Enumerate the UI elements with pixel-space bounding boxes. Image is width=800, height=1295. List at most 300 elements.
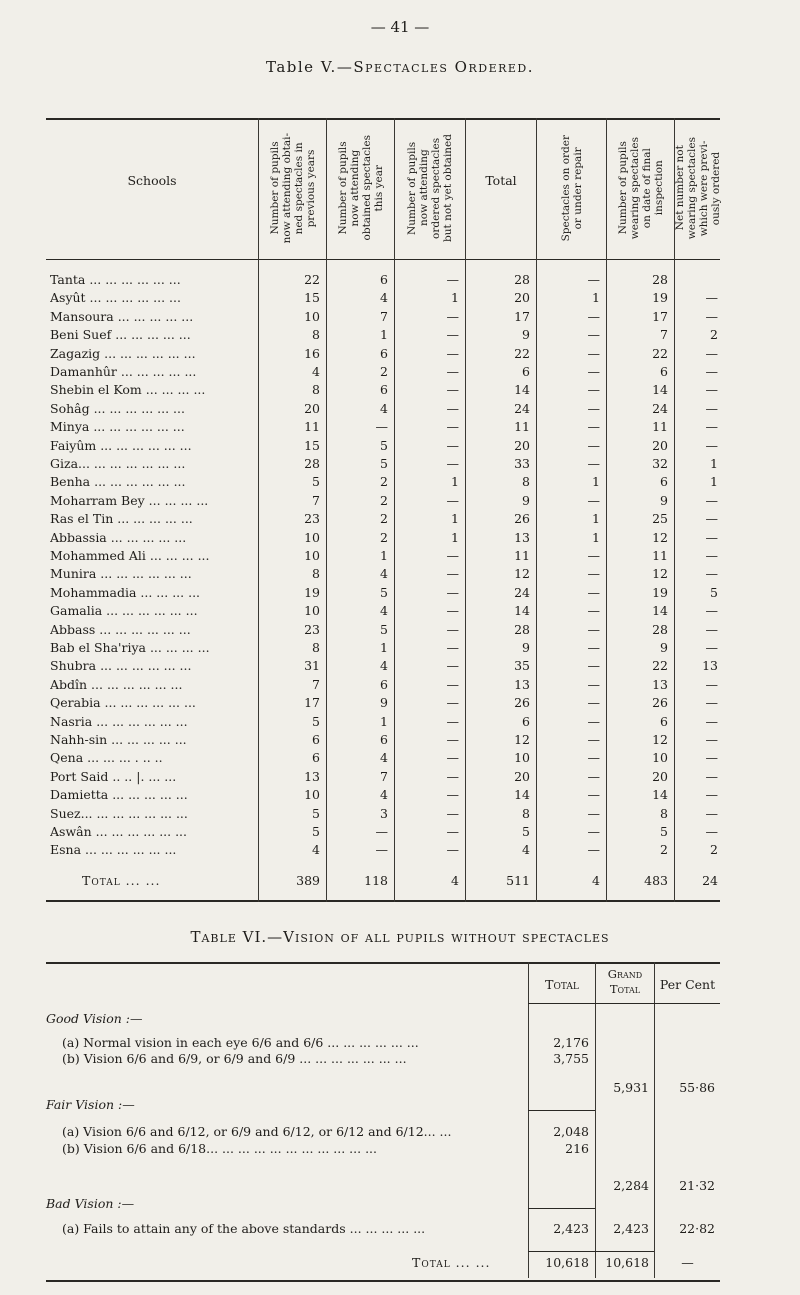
cell-on-order: —	[587, 382, 600, 398]
table-row	[46, 436, 720, 456]
cell-not-obtained: 1	[451, 474, 459, 490]
school-name: Minya ... ... ... ... ... ...	[50, 419, 185, 435]
header-not-obtained	[395, 120, 465, 256]
cell-this-year: 4	[380, 787, 388, 803]
table-row	[46, 638, 720, 658]
cell-on-order: —	[587, 603, 600, 619]
cell-prev-years: 5	[312, 824, 320, 839]
cell-on-order: —	[587, 695, 600, 711]
header-total: Total	[485, 173, 517, 188]
header-prev-years-text: Number of pupils now attending obtai- ned spectacles in previous years	[268, 132, 317, 244]
header-on-order	[537, 120, 606, 256]
cell-wearing: 13	[652, 676, 668, 692]
cell-this-year: 4	[380, 658, 388, 674]
cell-prev-years: 19	[304, 584, 320, 600]
cell-this-year: 6	[380, 676, 388, 692]
cell-prev-years: 31	[304, 658, 320, 674]
cell-this-year: 6	[380, 272, 388, 287]
table6-top-rule	[46, 962, 720, 964]
cell-wearing: 25	[652, 511, 668, 527]
school-name: Abbassia ... ... ... ... ...	[50, 529, 187, 545]
cell-not-wearing: —	[705, 621, 718, 637]
cell-not-wearing: 1	[710, 456, 718, 471]
cell-total: 13	[514, 529, 530, 545]
cell-this-year: 2	[380, 511, 388, 527]
cell-not-wearing: —	[705, 603, 718, 619]
table6-title-text: Table VI.—Vision of all pupils without spectacles	[190, 928, 610, 946]
table-row	[46, 804, 720, 824]
table-row	[46, 583, 720, 603]
cell-wearing: 22	[652, 345, 668, 361]
cell-prev-years: 4	[312, 364, 320, 379]
table6-subtotal-rule	[528, 1251, 654, 1252]
cell-wearing: 19	[652, 290, 668, 306]
cell-this-year: —	[375, 842, 388, 858]
cell-prev-years: 10	[304, 548, 320, 563]
cell-on-order: —	[587, 824, 600, 839]
cell-wearing: 20	[652, 768, 668, 784]
cell-prev-years: 7	[312, 492, 320, 508]
cell-wearing: 17	[652, 308, 668, 324]
cell-not-obtained: —	[446, 658, 459, 674]
cell-not-obtained: 1	[451, 511, 459, 527]
table-row	[46, 307, 720, 327]
cell-total: 20	[514, 768, 530, 784]
cell-on-order: —	[587, 658, 600, 674]
school-name: Damietta ... ... ... ... ...	[50, 787, 188, 803]
cell-total: 12	[514, 732, 530, 747]
cell-prev-years: 8	[312, 327, 320, 343]
table-row	[46, 785, 720, 805]
cell-wearing: 8	[660, 805, 668, 821]
cell-not-wearing: —	[705, 732, 718, 747]
header-on-order-text: Spectacles on order or under repair	[559, 134, 584, 242]
cell-this-year: 1	[380, 548, 388, 563]
cell-wearing: 14	[652, 787, 668, 803]
cell-not-wearing: —	[705, 345, 718, 361]
cell-on-order: —	[587, 676, 600, 692]
school-name: Mohammed Ali ... ... ... ...	[50, 548, 210, 563]
cell-prev-years: 6	[312, 750, 320, 766]
cell-on-order: —	[587, 750, 600, 766]
cell-not-obtained: —	[446, 364, 459, 379]
cell-total: 8	[522, 474, 530, 490]
cell-not-wearing: —	[705, 566, 718, 582]
t6-header-total: Total	[545, 977, 579, 992]
table5-bottom-rule	[46, 900, 720, 902]
cell-on-order: —	[587, 492, 600, 508]
cell-not-wearing: —	[705, 768, 718, 784]
cell-wearing: 28	[652, 621, 668, 637]
cell-prev-years: 5	[312, 474, 320, 490]
cell-this-year: 1	[380, 713, 388, 729]
cell-total: 22	[514, 345, 530, 361]
cell-prev-years: 7	[312, 676, 320, 692]
cell-wearing: 2	[660, 842, 668, 858]
cell-this-year: 5	[380, 621, 388, 637]
cell-this-year: —	[375, 824, 388, 839]
t6-header-percent: Per Cent	[659, 977, 716, 992]
bad-a-label: (a) Fails to attain any of the above standards ... ... ... ... ...	[62, 1221, 426, 1236]
t6-total-total: 10,618	[545, 1255, 589, 1270]
cell-wearing: 22	[652, 658, 668, 674]
table6-header-rule	[528, 1003, 720, 1004]
cell-total: 8	[522, 805, 530, 821]
cell-total: 14	[514, 382, 530, 398]
cell-prev-years: 8	[312, 382, 320, 398]
t6-total-percent: —	[681, 1255, 694, 1270]
cell-total: 24	[514, 584, 530, 600]
cell-total: 26	[514, 695, 530, 711]
table-row	[46, 270, 720, 290]
school-name: Aswân ... ... ... ... ... ...	[50, 824, 188, 839]
cell-not-wearing: —	[705, 750, 718, 766]
cell-wearing: 11	[652, 548, 668, 563]
cell-this-year: 1	[380, 327, 388, 343]
cell-not-wearing: —	[705, 437, 718, 453]
cell-not-obtained: 1	[451, 529, 459, 545]
cell-prev-years: 5	[312, 805, 320, 821]
cell-total: 10	[514, 750, 530, 766]
cell-not-wearing: —	[705, 419, 718, 435]
cell-total: 13	[514, 676, 530, 692]
table5-title	[0, 58, 800, 76]
table-row	[46, 656, 720, 676]
cell-not-obtained: —	[446, 713, 459, 729]
cell-wearing: 10	[652, 750, 668, 766]
total-prev-years: 389	[296, 873, 320, 888]
fair-b-total: 216	[565, 1141, 589, 1156]
header-not-obtained-text: Number of pupils now attending ordered spectacles but not yet obtained	[406, 134, 454, 242]
table-row	[46, 491, 720, 511]
school-name: Nasria ... ... ... ... ... ...	[50, 713, 188, 729]
cell-wearing: 7	[660, 327, 668, 343]
cell-wearing: 19	[652, 584, 668, 600]
school-name: Shebin el Kom ... ... ... ...	[50, 382, 206, 398]
school-name: Sohâg ... ... ... ... ... ...	[50, 400, 185, 416]
bad-a-total: 2,423	[553, 1221, 589, 1236]
fair-a-total: 2,048	[553, 1124, 589, 1139]
cell-this-year: 4	[380, 400, 388, 416]
table6-subtotal-rule	[528, 1208, 595, 1209]
school-name: Tanta ... ... ... ... ... ...	[50, 272, 181, 287]
total-this-year: 118	[364, 873, 388, 888]
cell-not-wearing: 13	[702, 658, 718, 674]
cell-prev-years: 8	[312, 566, 320, 582]
cell-not-wearing: —	[705, 382, 718, 398]
table-row	[46, 767, 720, 787]
cell-total: 9	[522, 327, 530, 343]
cell-wearing: 6	[660, 713, 668, 729]
fair-percent: 21·32	[679, 1178, 715, 1193]
school-name: Benha ... ... ... ... ... ...	[50, 474, 186, 490]
cell-on-order: —	[587, 787, 600, 803]
cell-on-order: —	[587, 732, 600, 747]
table-row	[46, 675, 720, 695]
cell-on-order: —	[587, 584, 600, 600]
cell-wearing: 9	[660, 492, 668, 508]
cell-not-obtained: —	[446, 768, 459, 784]
cell-not-wearing: —	[705, 713, 718, 729]
cell-wearing: 28	[652, 272, 668, 287]
fair-b-label: (b) Vision 6/6 and 6/18... ... ... ... ... ... ... ... ... ... ...	[62, 1141, 377, 1156]
good-b-label: (b) Vision 6/6 and 6/9, or 6/9 and 6/9 ... ... ... ... ... ... ...	[62, 1051, 407, 1066]
cell-wearing: 9	[660, 640, 668, 655]
table5-header-rule	[46, 259, 720, 260]
cell-on-order: 1	[592, 290, 600, 306]
cell-on-order: —	[587, 768, 600, 784]
table-row	[46, 325, 720, 345]
cell-not-obtained: —	[446, 750, 459, 766]
cell-this-year: 2	[380, 364, 388, 379]
table-row	[46, 528, 720, 548]
cell-total: 14	[514, 787, 530, 803]
table-row	[46, 564, 720, 584]
cell-this-year: 2	[380, 474, 388, 490]
table5-title-prefix: Table V.	[266, 58, 337, 76]
good-vision-heading: Good Vision :—	[46, 1011, 143, 1026]
cell-wearing: 24	[652, 400, 668, 416]
total-not-wearing: 24	[702, 873, 718, 888]
cell-this-year: 6	[380, 732, 388, 747]
cell-wearing: 12	[652, 529, 668, 545]
cell-not-wearing: 2	[710, 842, 718, 858]
school-name: Shubra ... ... ... ... ... ...	[50, 658, 192, 674]
school-name: Asyût ... ... ... ... ... ...	[50, 290, 181, 306]
cell-wearing: 26	[652, 695, 668, 711]
cell-wearing: 32	[652, 456, 668, 471]
cell-this-year: 9	[380, 695, 388, 711]
bad-percent: 22·82	[679, 1221, 715, 1236]
total-wearing: 483	[644, 873, 668, 888]
cell-total: 20	[514, 290, 530, 306]
cell-this-year: 2	[380, 492, 388, 508]
table-row	[46, 712, 720, 732]
school-name: Mansoura ... ... ... ... ...	[50, 308, 194, 324]
cell-total: 14	[514, 603, 530, 619]
school-name: Bab el Sha'riya ... ... ... ...	[50, 640, 210, 655]
cell-this-year: 7	[380, 308, 388, 324]
cell-prev-years: 17	[304, 695, 320, 711]
cell-this-year: 2	[380, 529, 388, 545]
cell-not-obtained: —	[446, 327, 459, 343]
cell-not-obtained: —	[446, 805, 459, 821]
cell-wearing: 14	[652, 603, 668, 619]
cell-on-order: —	[587, 566, 600, 582]
cell-not-obtained: —	[446, 640, 459, 655]
cell-not-wearing: 5	[710, 584, 718, 600]
cell-on-order: 1	[592, 474, 600, 490]
cell-not-wearing: —	[705, 290, 718, 306]
school-name: Mohammadia ... ... ... ...	[50, 584, 201, 600]
school-name: Gamalia ... ... ... ... ... ...	[50, 603, 198, 619]
cell-wearing: 20	[652, 437, 668, 453]
cell-total: 5	[522, 824, 530, 839]
fair-a-label: (a) Vision 6/6 and 6/12, or 6/9 and 6/12, or 6/12 and 6/12... ...	[62, 1124, 452, 1139]
table6-subtotal-rule	[528, 1110, 595, 1111]
cell-not-wearing: —	[705, 529, 718, 545]
cell-wearing: 12	[652, 732, 668, 747]
cell-wearing: 11	[652, 419, 668, 435]
cell-total: 28	[514, 621, 530, 637]
cell-not-wearing: —	[705, 640, 718, 655]
table-row	[46, 454, 720, 474]
cell-not-obtained: —	[446, 603, 459, 619]
cell-on-order: —	[587, 327, 600, 343]
cell-not-wearing: 1	[710, 474, 718, 490]
cell-total: 11	[514, 419, 530, 435]
fair-grand: 2,284	[613, 1178, 649, 1193]
cell-on-order: —	[587, 621, 600, 637]
page-number: — 41 —	[370, 18, 430, 36]
cell-on-order: —	[587, 640, 600, 655]
table-row	[46, 822, 720, 842]
good-a-total: 2,176	[553, 1035, 589, 1050]
table-row	[46, 730, 720, 750]
cell-not-obtained: —	[446, 732, 459, 747]
cell-not-obtained: —	[446, 456, 459, 471]
cell-on-order: 1	[592, 511, 600, 527]
fair-vision-heading: Fair Vision :—	[46, 1097, 135, 1112]
cell-on-order: —	[587, 713, 600, 729]
school-name: Damanhûr ... ... ... ... ...	[50, 364, 197, 379]
cell-prev-years: 28	[304, 456, 320, 471]
cell-not-wearing: —	[705, 676, 718, 692]
cell-prev-years: 22	[304, 272, 320, 287]
school-name: Giza... ... ... ... ... ... ...	[50, 456, 186, 471]
cell-total: 28	[514, 272, 530, 287]
cell-not-wearing: —	[705, 492, 718, 508]
cell-this-year: 5	[380, 456, 388, 471]
cell-prev-years: 23	[304, 511, 320, 527]
t6-header-grand-1: Grand	[607, 967, 643, 981]
cell-prev-years: 4	[312, 842, 320, 858]
cell-on-order: —	[587, 548, 600, 563]
cell-wearing: 14	[652, 382, 668, 398]
cell-not-obtained: —	[446, 272, 459, 287]
cell-total: 4	[522, 842, 530, 858]
cell-prev-years: 16	[304, 345, 320, 361]
cell-prev-years: 10	[304, 787, 320, 803]
cell-not-wearing: —	[705, 695, 718, 711]
cell-prev-years: 15	[304, 437, 320, 453]
cell-not-obtained: —	[446, 824, 459, 839]
cell-not-wearing: —	[705, 364, 718, 379]
cell-wearing: 6	[660, 364, 668, 379]
cell-on-order: —	[587, 437, 600, 453]
cell-on-order: —	[587, 272, 600, 287]
cell-this-year: 4	[380, 603, 388, 619]
cell-prev-years: 5	[312, 713, 320, 729]
school-name: Abdîn ... ... ... ... ... ...	[50, 676, 183, 692]
cell-prev-years: 15	[304, 290, 320, 306]
cell-total: 9	[522, 640, 530, 655]
cell-this-year: 6	[380, 345, 388, 361]
cell-not-wearing: 2	[710, 327, 718, 343]
cell-not-obtained: —	[446, 548, 459, 563]
good-percent: 55·86	[679, 1080, 715, 1095]
school-name: Moharram Bey ... ... ... ...	[50, 492, 209, 508]
cell-total: 26	[514, 511, 530, 527]
cell-wearing: 12	[652, 566, 668, 582]
cell-prev-years: 8	[312, 640, 320, 655]
school-name: Suez... ... ... ... ... ... ...	[50, 805, 188, 821]
school-name: Abbass ... ... ... ... ... ...	[50, 621, 191, 637]
table-row	[46, 620, 720, 640]
cell-not-wearing: —	[705, 511, 718, 527]
cell-on-order: —	[587, 364, 600, 379]
cell-this-year: 5	[380, 437, 388, 453]
cell-total: 33	[514, 456, 530, 471]
total-label: Total ... ...	[82, 873, 161, 888]
header-prev-years	[259, 120, 326, 256]
t6-total-grand: 10,618	[605, 1255, 649, 1270]
cell-on-order: —	[587, 308, 600, 324]
cell-total: 12	[514, 566, 530, 582]
header-not-wearing-text: Net number not wearing spectacles which were previ- ously ordered	[673, 136, 722, 240]
total-total: 511	[506, 873, 530, 888]
school-name: Qena ... ... ... . .. ..	[50, 750, 163, 766]
table5-title-main: —Spectacles Ordered.	[336, 58, 534, 76]
cell-not-obtained: —	[446, 621, 459, 637]
table6-bottom-rule	[46, 1280, 720, 1282]
cell-total: 24	[514, 400, 530, 416]
header-wearing-text: Number of pupils wearing spectacles on date of final inspection	[616, 136, 665, 240]
cell-prev-years: 10	[304, 308, 320, 324]
good-a-label: (a) Normal vision in each eye 6/6 and 6/6 ... ... ... ... ... ...	[62, 1035, 419, 1050]
cell-not-obtained: —	[446, 566, 459, 582]
cell-total: 20	[514, 437, 530, 453]
cell-not-wearing: —	[705, 548, 718, 563]
cell-this-year: 4	[380, 750, 388, 766]
school-name: Ras el Tin ... ... ... ... ...	[50, 511, 193, 527]
cell-not-obtained: —	[446, 419, 459, 435]
cell-this-year: 4	[380, 290, 388, 306]
cell-total: 6	[522, 713, 530, 729]
school-name: Munira ... ... ... ... ... ...	[50, 566, 192, 582]
header-this-year	[327, 120, 394, 256]
cell-not-wearing: —	[705, 805, 718, 821]
table-row	[46, 362, 720, 382]
table6	[46, 962, 720, 1282]
cell-on-order: —	[587, 456, 600, 471]
cell-not-obtained: —	[446, 842, 459, 858]
table-row	[46, 509, 720, 529]
cell-not-obtained: —	[446, 492, 459, 508]
good-b-total: 3,755	[553, 1051, 589, 1066]
school-name: Esna ... ... ... ... ... ...	[50, 842, 177, 858]
cell-total: 9	[522, 492, 530, 508]
table-row	[46, 399, 720, 419]
table-row	[46, 693, 720, 713]
cell-this-year: 7	[380, 768, 388, 784]
cell-not-wearing: —	[705, 308, 718, 324]
cell-not-obtained: —	[446, 676, 459, 692]
cell-not-obtained: —	[446, 382, 459, 398]
cell-on-order: —	[587, 805, 600, 821]
cell-total: 35	[514, 658, 530, 674]
cell-wearing: 6	[660, 474, 668, 490]
header-wearing	[607, 120, 674, 256]
header-not-wearing	[675, 120, 720, 256]
cell-prev-years: 11	[304, 419, 320, 435]
table-row	[46, 546, 720, 566]
school-name: Zagazig ... ... ... ... ... ...	[50, 345, 196, 361]
table-row	[46, 344, 720, 364]
table-row	[46, 840, 720, 860]
total-on-order: 4	[592, 873, 600, 888]
cell-prev-years: 13	[304, 768, 320, 784]
